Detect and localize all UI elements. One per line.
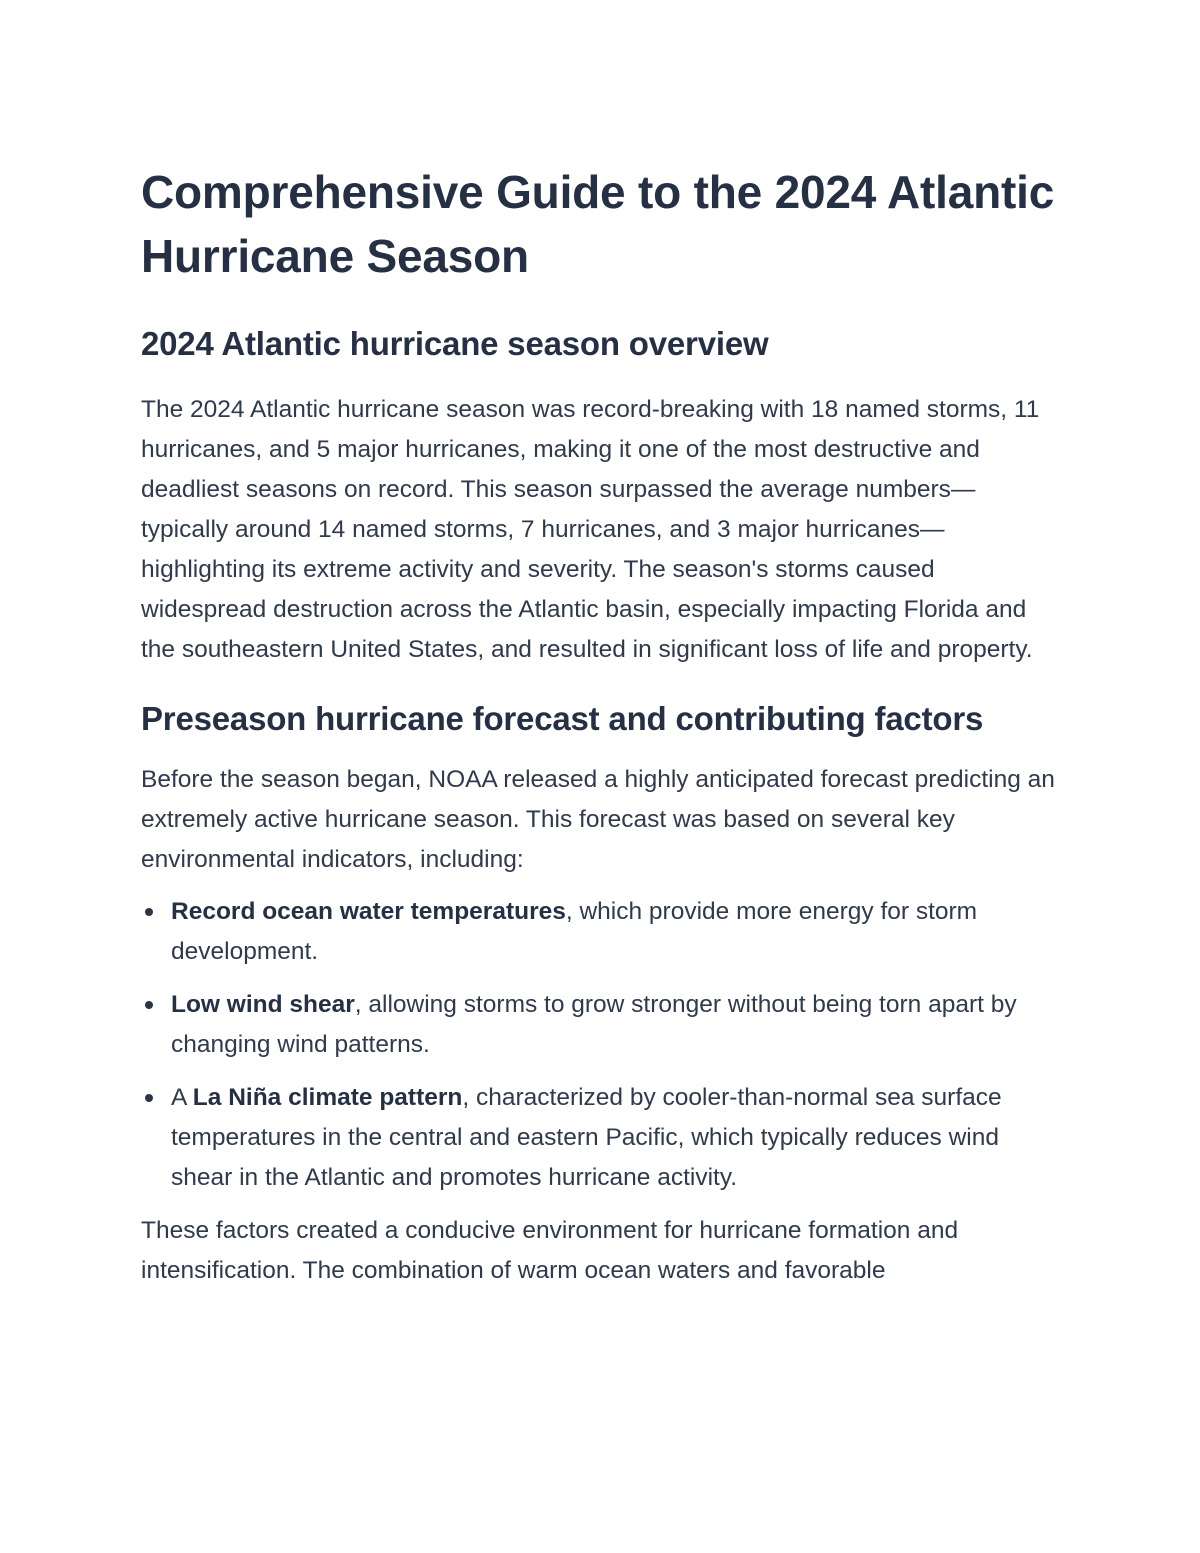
factor-description: , which provide more energy for storm development. [171, 898, 978, 965]
factor-prefix: A [171, 1084, 193, 1111]
factor-term: Low wind shear [171, 991, 355, 1018]
section-heading-forecast: Preseason hurricane forecast and contributing factors [141, 700, 984, 737]
factor-description: , characterized by cooler-than-normal sea surface temperatures in the central and eastern Pacific, which typically reduces wind shear in the Atlantic and promotes hurricane activity. [171, 1084, 1002, 1191]
list-item [141, 1078, 1061, 1198]
bullet-icon [145, 1094, 153, 1102]
factor-list [141, 892, 1061, 1198]
forecast-intro-paragraph: Before the season began, NOAA released a highly anticipated forecast predicting an extremely active hurricane season. This forecast was based on several key environmental indicators, including: [141, 766, 1055, 873]
conclusion-paragraph: These factors created a conducive environment for hurricane formation and intensification. The combination of warm ocean waters and favorable [141, 1217, 959, 1284]
factor-term: La Niña climate pattern [192, 1084, 463, 1111]
page-title: Comprehensive Guide to the 2024 Atlantic Hurricane Season [141, 166, 1055, 282]
bullet-icon [145, 908, 153, 916]
list-item [141, 985, 1061, 1065]
section-heading-overview: 2024 Atlantic hurricane season overview [141, 325, 769, 362]
document-page [141, 160, 1061, 1291]
overview-paragraph: The 2024 Atlantic hurricane season was record-breaking with 18 named storms, 11 hurricanes, and 5 major hurricanes, making it one of the most destructive and deadliest seasons on record. This season surpassed the average numbers—typically around 14 named storms, 7 hurricanes, and 3 major hurricanes—highlighting its extreme activity and severity. The season's storms caused widespread destruction across the Atlantic basin, especially impacting Florida and the southeastern United States, and resulted in significant loss of life and property. [141, 396, 1040, 663]
factor-term: Record ocean water temperatures [171, 898, 566, 925]
list-item [141, 892, 1061, 972]
bullet-icon [145, 1001, 153, 1009]
factor-description: , allowing storms to grow stronger without being torn apart by changing wind patterns. [171, 991, 1017, 1058]
